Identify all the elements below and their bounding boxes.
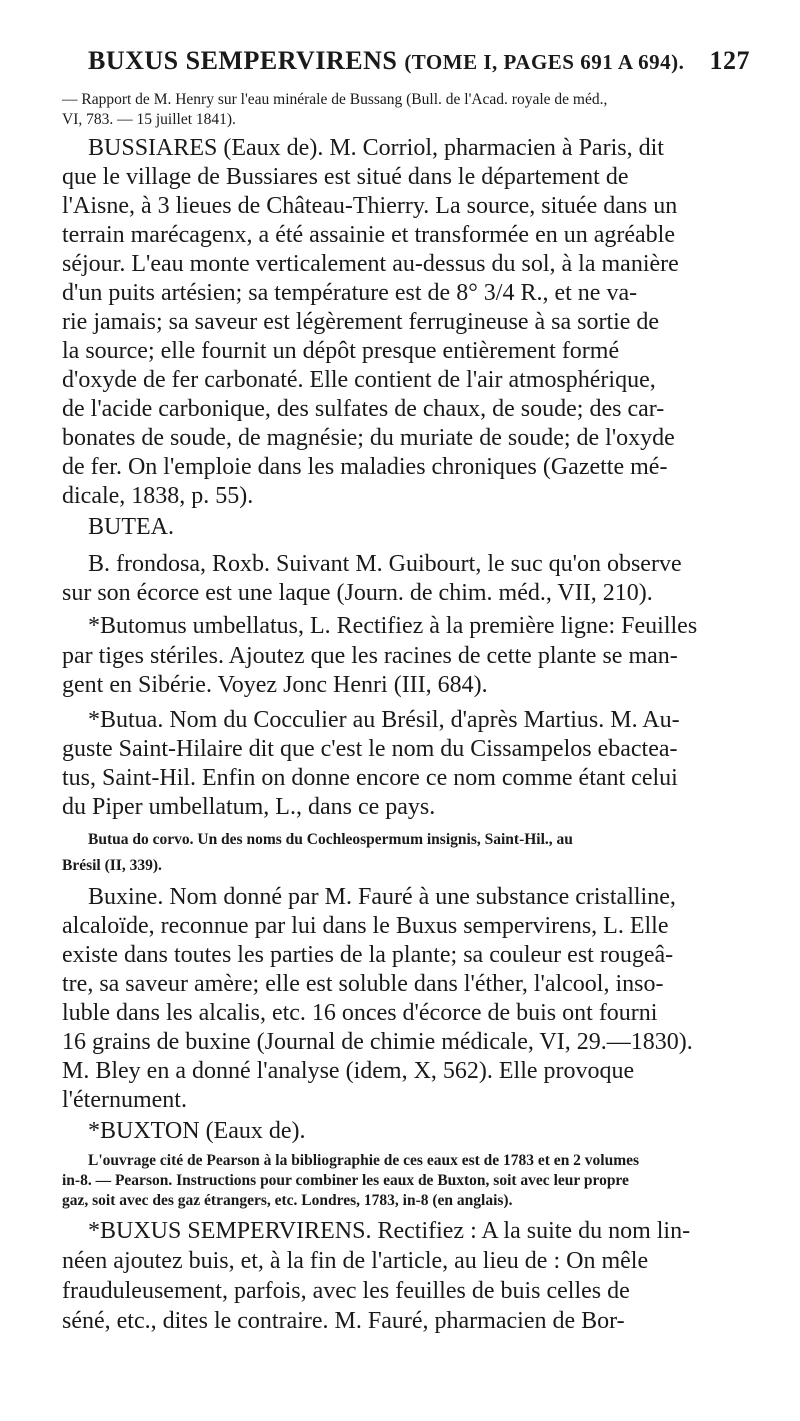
text-line: rie jamais; sa saveur est légèrement ferrugineuse à sa sortie de [62,309,660,335]
text-line: gaz, soit avec des gaz étrangers, etc. Londres, 1783, in-8 (en anglais). [62,1192,513,1209]
text-line: B. frondosa, Roxb. Suivant M. Guibourt, le suc qu'on observe [88,551,682,577]
text-line: de fer. On l'emploie dans les maladies chroniques (Gazette mé- [62,454,668,480]
entry-butua: *Butua. Nom du Cocculier au Brésil, d'après Martius. M. Au- [88,707,680,733]
running-header [88,46,750,76]
text-line: alcaloïde, reconnue par lui dans le Buxus sempervirens, L. Elle [62,913,669,939]
text-line: terrain marécagenx, a été assainie et transformée en un agréable [62,222,675,248]
entry-heading-bussiares: BUSSIARES (Eaux de). M. Corriol, pharmacien à Paris, dit [88,135,664,161]
entry-heading-butea: BUTEA. [88,514,174,540]
text-line: Brésil (II, 339). [62,857,162,874]
text-line: luble dans les alcalis, etc. 16 onces d'écorce de buis ont fourni [62,1000,658,1026]
entry-buxton: *BUXTON (Eaux de). [88,1118,306,1144]
text-line: frauduleusement, parfois, avec les feuilles de buis celles de [62,1278,630,1304]
volume-reference: (TOME I, PAGES 691 A 694). [404,50,685,74]
text-line: séné, etc., dites le contraire. M. Fauré, pharmacien de Bor- [62,1308,625,1334]
text-line: guste Saint-Hilaire dit que c'est le nom du Cissampelos ebactea- [62,736,678,762]
text-line: VI, 783. — 15 juillet 1841). [62,111,236,128]
text-line: bonates de soude, de magnésie; du muriate de soude; de l'oxyde [62,425,675,451]
page-number: 127 [709,46,750,75]
text-line: d'oxyde de fer carbonaté. Elle contient de l'air atmosphérique, [62,367,656,393]
text-line: tus, Saint-Hil. Enfin on donne encore ce nom comme étant celui [62,765,678,791]
text-line: — Rapport de M. Henry sur l'eau minérale de Bussang (Bull. de l'Acad. royale de méd., [62,91,608,108]
text-line: L'ouvrage cité de Pearson à la bibliographie de ces eaux est de 1783 et en 2 volumes [88,1152,640,1169]
text-line: du Piper umbellatum, L., dans ce pays. [62,794,436,820]
text-line: dicale, 1838, p. 55). [62,483,254,509]
text-line: tre, sa saveur amère; elle est soluble dans l'éther, l'alcool, inso- [62,971,664,997]
text-line: gent en Sibérie. Voyez Jonc Henri (III, 684). [62,672,488,698]
text-line: M. Bley en a donné l'analyse (idem, X, 562). Elle provoque [62,1058,635,1084]
text-line: que le village de Bussiares est situé dans le département de [62,164,629,190]
text-line: néen ajoutez buis, et, à la fin de l'article, au lieu de : On mêle [62,1248,649,1274]
text-line: sur son écorce est une laque (Journ. de chim. méd., VII, 210). [62,580,653,606]
text-line: l'éternument. [62,1087,187,1113]
entry-butua-do-corvo: Butua do corvo. Un des noms du Cochleospermum insignis, Saint-Hil., au [88,831,573,848]
entry-butomus: *Butomus umbellatus, L. Rectifiez à la première ligne: Feuilles [88,613,698,639]
running-title: BUXUS SEMPERVIRENS [88,46,398,75]
text-line: séjour. L'eau monte verticalement au-dessus du sol, à la manière [62,251,679,277]
text-line: par tiges stériles. Ajoutez que les racines de cette plante se man- [62,643,678,669]
text-line: de l'acide carbonique, des sulfates de chaux, de soude; des car- [62,396,665,422]
text-line: 16 grains de buxine (Journal de chimie médicale, VI, 29.—1830). [62,1029,693,1055]
text-line: in-8. — Pearson. Instructions pour combiner les eaux de Buxton, soit avec leur propre [62,1172,629,1189]
entry-buxine: Buxine. Nom donné par M. Fauré à une substance cristalline, [88,884,676,910]
text-line: la source; elle fournit un dépôt presque entièrement formé [62,338,620,364]
text-line: l'Aisne, à 3 lieues de Château-Thierry. La source, située dans un [62,193,678,219]
entry-buxus-sempervirens: *BUXUS SEMPERVIRENS. Rectifiez : A la suite du nom lin- [88,1218,691,1244]
text-line: d'un puits artésien; sa température est de 8° 3/4 R., et ne va- [62,280,638,306]
text-line: existe dans toutes les parties de la plante; sa couleur est rougeâ- [62,942,674,968]
